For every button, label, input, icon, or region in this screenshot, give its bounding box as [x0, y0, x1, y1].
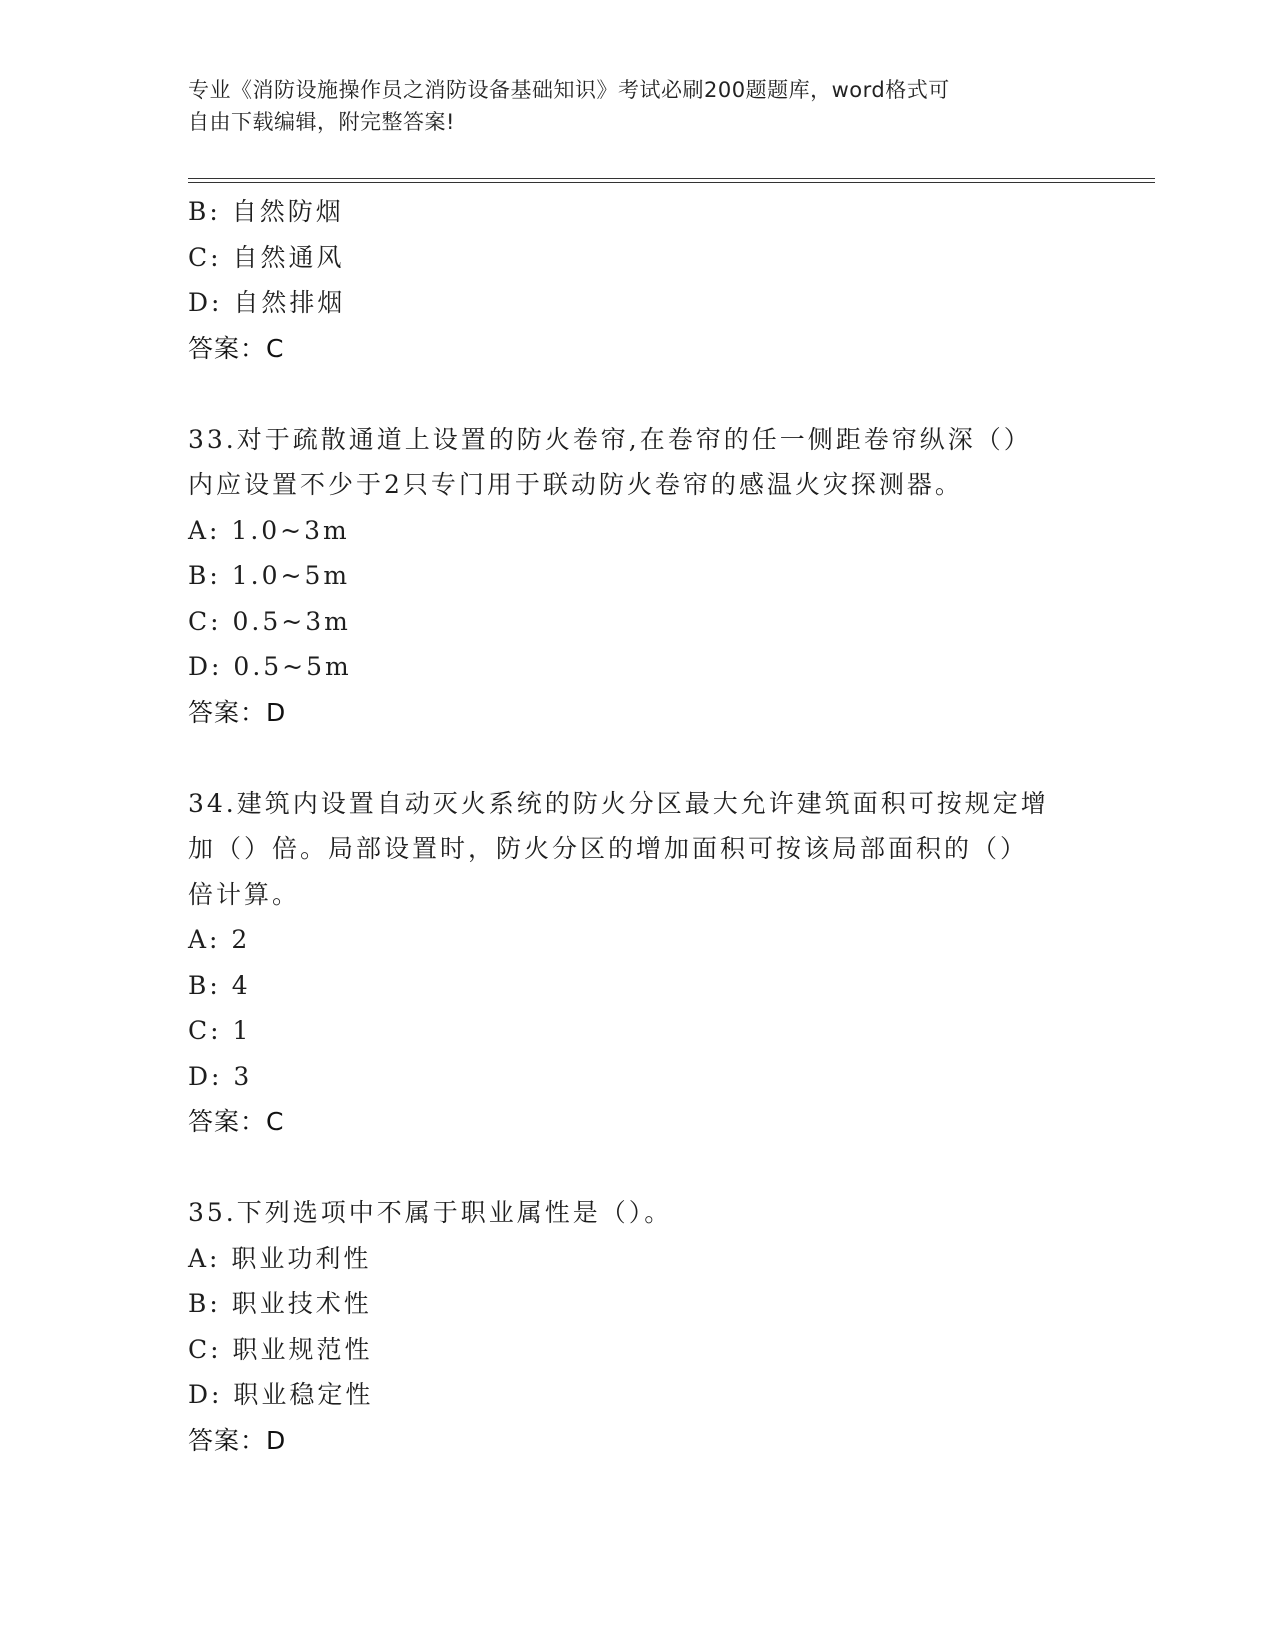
question-stem: 倍计算。 [188, 879, 301, 909]
question-stem: 34.建筑内设置自动灭火系统的防火分区最大允许建筑面积可按规定增 [188, 788, 1049, 818]
option-c: C: 职业规范性 [188, 1334, 373, 1364]
option-c: C: 1 [188, 1016, 252, 1045]
spacer [188, 735, 1088, 781]
header-divider-top [188, 178, 1155, 179]
option-a: A: 职业功利性 [188, 1243, 372, 1273]
option-b: B: 1.0~5m [188, 561, 351, 590]
answer-label: 答案：C [188, 1107, 285, 1136]
question-34 [188, 781, 1088, 1145]
question-32-continued [188, 189, 1088, 371]
question-stem: 加（）倍。局部设置时，防火分区的增加面积可按该局部面积的（） [188, 834, 1029, 863]
option-d: D: 自然排烟 [188, 288, 346, 317]
option-a: A: 1.0~3m [188, 515, 350, 545]
option-b: B: 4 [188, 970, 251, 1000]
document-header [188, 74, 1068, 138]
question-33 [188, 417, 1088, 736]
option-c: C: 自然通风 [188, 242, 345, 272]
header-divider-bottom [188, 182, 1155, 183]
option-b: B: 自然防烟 [188, 197, 344, 226]
question-list [188, 189, 1088, 1463]
option-a: A: 2 [188, 925, 251, 954]
answer-label: 答案：D [188, 1425, 287, 1455]
question-stem: 33.对于疏散通道上设置的防火卷帘,在卷帘的任一侧距卷帘纵深（） [188, 424, 1032, 454]
option-d: D: 职业稳定性 [188, 1380, 374, 1409]
question-stem: 35.下列选项中不属于职业属性是（）。 [188, 1198, 673, 1227]
spacer [188, 1145, 1088, 1191]
option-b: B: 职业技术性 [188, 1289, 372, 1318]
option-c: C: 0.5~3m [188, 606, 351, 636]
answer-label: 答案：C [188, 333, 285, 363]
option-d: D: 0.5~5m [188, 652, 352, 681]
question-stem: 内应设置不少于2只专门用于联动防火卷帘的感温火灾探测器。 [188, 470, 963, 499]
header-title-line1: 专业《消防设施操作员之消防设备基础知识》考试必刷200题题库，word格式可 [188, 78, 950, 102]
option-d: D: 3 [188, 1061, 253, 1091]
spacer [188, 371, 1088, 417]
answer-label: 答案：D [188, 697, 287, 727]
question-35 [188, 1190, 1088, 1463]
header-title-line2: 自由下载编辑，附完整答案! [188, 110, 455, 134]
